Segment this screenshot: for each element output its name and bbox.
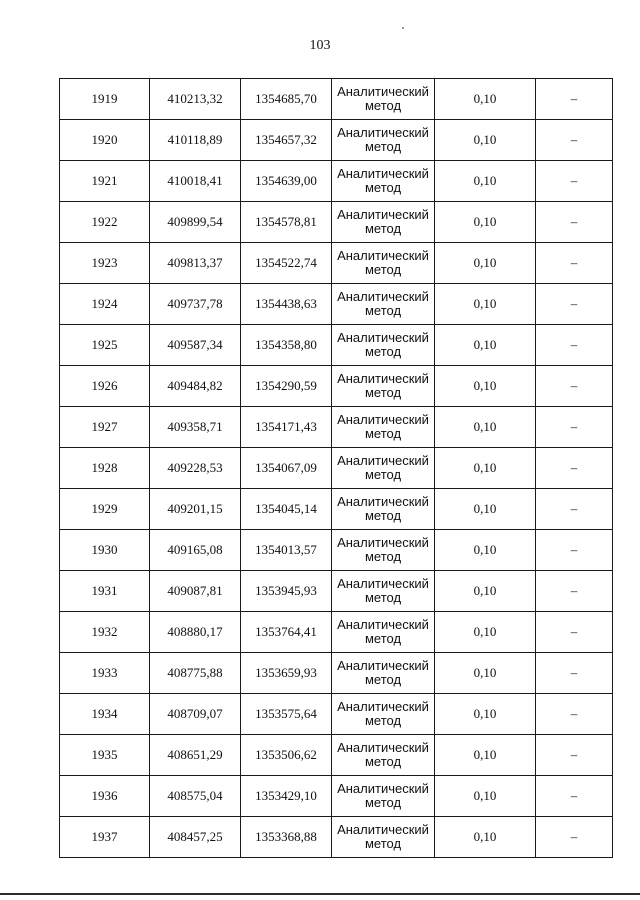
y-coordinate-cell: 1353575,64 — [241, 694, 332, 735]
method-line-1: Аналитический — [337, 207, 429, 222]
table-row — [60, 653, 613, 694]
note-cell: – — [536, 489, 613, 530]
method-line-2: метод — [364, 139, 402, 154]
table-row — [60, 776, 613, 817]
method-cell — [332, 202, 435, 243]
note-cell: – — [536, 571, 613, 612]
method-line-2: метод — [364, 754, 402, 769]
method-line-2: метод — [364, 98, 402, 113]
method-line-1: Аналитический — [337, 125, 429, 140]
y-coordinate-cell: 1354358,80 — [241, 325, 332, 366]
point-number-cell: 1922 — [60, 202, 150, 243]
note-cell: – — [536, 530, 613, 571]
table-row — [60, 202, 613, 243]
scan-speck — [402, 27, 404, 29]
method-line-1: Аналитический — [337, 617, 429, 632]
table-row — [60, 161, 613, 202]
x-coordinate-cell: 408575,04 — [150, 776, 241, 817]
note-cell: – — [536, 612, 613, 653]
note-cell: – — [536, 202, 613, 243]
table-row — [60, 694, 613, 735]
accuracy-cell: 0,10 — [435, 161, 536, 202]
point-number-cell: 1934 — [60, 694, 150, 735]
accuracy-cell: 0,10 — [435, 202, 536, 243]
method-line-1: Аналитический — [337, 494, 429, 509]
point-number-cell: 1924 — [60, 284, 150, 325]
method-line-2: метод — [364, 836, 402, 851]
accuracy-cell: 0,10 — [435, 284, 536, 325]
method-line-1: Аналитический — [337, 166, 429, 181]
y-coordinate-cell: 1354290,59 — [241, 366, 332, 407]
table-row — [60, 489, 613, 530]
y-coordinate-cell: 1353659,93 — [241, 653, 332, 694]
method-line-2: метод — [364, 631, 402, 646]
method-line-2: метод — [364, 467, 402, 482]
x-coordinate-cell: 409201,15 — [150, 489, 241, 530]
table-row — [60, 735, 613, 776]
x-coordinate-cell: 409737,78 — [150, 284, 241, 325]
method-line-1: Аналитический — [337, 699, 429, 714]
method-line-2: метод — [364, 795, 402, 810]
y-coordinate-cell: 1354657,32 — [241, 120, 332, 161]
method-line-2: метод — [364, 221, 402, 236]
method-line-1: Аналитический — [337, 576, 429, 591]
point-number-cell: 1923 — [60, 243, 150, 284]
method-line-2: метод — [364, 426, 402, 441]
y-coordinate-cell: 1353945,93 — [241, 571, 332, 612]
method-cell — [332, 243, 435, 284]
method-cell — [332, 776, 435, 817]
accuracy-cell: 0,10 — [435, 120, 536, 161]
method-line-2: метод — [364, 385, 402, 400]
note-cell: – — [536, 776, 613, 817]
method-cell — [332, 325, 435, 366]
method-cell — [332, 817, 435, 858]
point-number-cell: 1919 — [60, 79, 150, 120]
method-cell — [332, 489, 435, 530]
method-line-1: Аналитический — [337, 822, 429, 837]
note-cell: – — [536, 694, 613, 735]
method-cell — [332, 653, 435, 694]
method-line-1: Аналитический — [337, 453, 429, 468]
y-coordinate-cell: 1354685,70 — [241, 79, 332, 120]
method-cell — [332, 735, 435, 776]
table-row — [60, 448, 613, 489]
x-coordinate-cell: 410118,89 — [150, 120, 241, 161]
point-number-cell: 1927 — [60, 407, 150, 448]
x-coordinate-cell: 409813,37 — [150, 243, 241, 284]
x-coordinate-cell: 409484,82 — [150, 366, 241, 407]
method-line-1: Аналитический — [337, 289, 429, 304]
x-coordinate-cell: 409587,34 — [150, 325, 241, 366]
note-cell: – — [536, 243, 613, 284]
point-number-cell: 1936 — [60, 776, 150, 817]
note-cell: – — [536, 817, 613, 858]
x-coordinate-cell: 409228,53 — [150, 448, 241, 489]
y-coordinate-cell: 1353368,88 — [241, 817, 332, 858]
y-coordinate-cell: 1353506,62 — [241, 735, 332, 776]
point-number-cell: 1935 — [60, 735, 150, 776]
x-coordinate-cell: 410018,41 — [150, 161, 241, 202]
method-line-1: Аналитический — [337, 740, 429, 755]
method-line-2: метод — [364, 590, 402, 605]
y-coordinate-cell: 1354522,74 — [241, 243, 332, 284]
method-cell — [332, 407, 435, 448]
note-cell: – — [536, 366, 613, 407]
x-coordinate-cell: 410213,32 — [150, 79, 241, 120]
accuracy-cell: 0,10 — [435, 530, 536, 571]
point-number-cell: 1933 — [60, 653, 150, 694]
point-number-cell: 1928 — [60, 448, 150, 489]
accuracy-cell: 0,10 — [435, 694, 536, 735]
point-number-cell: 1929 — [60, 489, 150, 530]
y-coordinate-cell: 1353764,41 — [241, 612, 332, 653]
accuracy-cell: 0,10 — [435, 735, 536, 776]
x-coordinate-cell: 408709,07 — [150, 694, 241, 735]
accuracy-cell: 0,10 — [435, 79, 536, 120]
note-cell: – — [536, 325, 613, 366]
method-line-2: метод — [364, 549, 402, 564]
method-cell — [332, 284, 435, 325]
table-row — [60, 120, 613, 161]
page-number: 103 — [309, 38, 331, 53]
accuracy-cell: 0,10 — [435, 612, 536, 653]
method-line-1: Аналитический — [337, 84, 429, 99]
method-cell — [332, 120, 435, 161]
table-row — [60, 407, 613, 448]
accuracy-cell: 0,10 — [435, 653, 536, 694]
accuracy-cell: 0,10 — [435, 407, 536, 448]
accuracy-cell: 0,10 — [435, 571, 536, 612]
accuracy-cell: 0,10 — [435, 243, 536, 284]
point-number-cell: 1926 — [60, 366, 150, 407]
point-number-cell: 1920 — [60, 120, 150, 161]
table-row — [60, 571, 613, 612]
table-row — [60, 79, 613, 120]
method-line-2: метод — [364, 344, 402, 359]
method-line-2: метод — [364, 303, 402, 318]
method-line-2: метод — [364, 672, 402, 687]
x-coordinate-cell: 408775,88 — [150, 653, 241, 694]
method-line-1: Аналитический — [337, 412, 429, 427]
x-coordinate-cell: 408457,25 — [150, 817, 241, 858]
x-coordinate-cell: 409899,54 — [150, 202, 241, 243]
method-line-2: метод — [364, 262, 402, 277]
x-coordinate-cell: 409165,08 — [150, 530, 241, 571]
method-cell — [332, 571, 435, 612]
note-cell: – — [536, 653, 613, 694]
x-coordinate-cell: 408880,17 — [150, 612, 241, 653]
note-cell: – — [536, 120, 613, 161]
method-cell — [332, 694, 435, 735]
accuracy-cell: 0,10 — [435, 325, 536, 366]
method-line-2: метод — [364, 180, 402, 195]
x-coordinate-cell: 409358,71 — [150, 407, 241, 448]
point-number-cell: 1930 — [60, 530, 150, 571]
y-coordinate-cell: 1354067,09 — [241, 448, 332, 489]
table-row — [60, 612, 613, 653]
y-coordinate-cell: 1354045,14 — [241, 489, 332, 530]
note-cell: – — [536, 79, 613, 120]
point-number-cell: 1932 — [60, 612, 150, 653]
y-coordinate-cell: 1354438,63 — [241, 284, 332, 325]
coordinates-table — [59, 78, 613, 858]
method-line-1: Аналитический — [337, 371, 429, 386]
point-number-cell: 1925 — [60, 325, 150, 366]
method-cell — [332, 530, 435, 571]
method-cell — [332, 79, 435, 120]
y-coordinate-cell: 1354171,43 — [241, 407, 332, 448]
table-row — [60, 817, 613, 858]
x-coordinate-cell: 408651,29 — [150, 735, 241, 776]
method-line-1: Аналитический — [337, 330, 429, 345]
point-number-cell: 1937 — [60, 817, 150, 858]
bottom-rule — [0, 893, 640, 895]
point-number-cell: 1921 — [60, 161, 150, 202]
method-line-1: Аналитический — [337, 248, 429, 263]
table-body — [60, 79, 613, 858]
table-row — [60, 243, 613, 284]
table-row — [60, 530, 613, 571]
table-row — [60, 366, 613, 407]
point-number-cell: 1931 — [60, 571, 150, 612]
y-coordinate-cell: 1354578,81 — [241, 202, 332, 243]
method-cell — [332, 161, 435, 202]
accuracy-cell: 0,10 — [435, 366, 536, 407]
method-line-2: метод — [364, 713, 402, 728]
note-cell: – — [536, 161, 613, 202]
table-row — [60, 325, 613, 366]
y-coordinate-cell: 1354013,57 — [241, 530, 332, 571]
accuracy-cell: 0,10 — [435, 448, 536, 489]
method-cell — [332, 612, 435, 653]
note-cell: – — [536, 284, 613, 325]
accuracy-cell: 0,10 — [435, 817, 536, 858]
note-cell: – — [536, 407, 613, 448]
method-line-1: Аналитический — [337, 535, 429, 550]
table-row — [60, 284, 613, 325]
method-line-1: Аналитический — [337, 781, 429, 796]
accuracy-cell: 0,10 — [435, 776, 536, 817]
method-cell — [332, 448, 435, 489]
note-cell: – — [536, 735, 613, 776]
method-cell — [332, 366, 435, 407]
method-line-2: метод — [364, 508, 402, 523]
note-cell: – — [536, 448, 613, 489]
y-coordinate-cell: 1353429,10 — [241, 776, 332, 817]
y-coordinate-cell: 1354639,00 — [241, 161, 332, 202]
accuracy-cell: 0,10 — [435, 489, 536, 530]
method-line-1: Аналитический — [337, 658, 429, 673]
x-coordinate-cell: 409087,81 — [150, 571, 241, 612]
